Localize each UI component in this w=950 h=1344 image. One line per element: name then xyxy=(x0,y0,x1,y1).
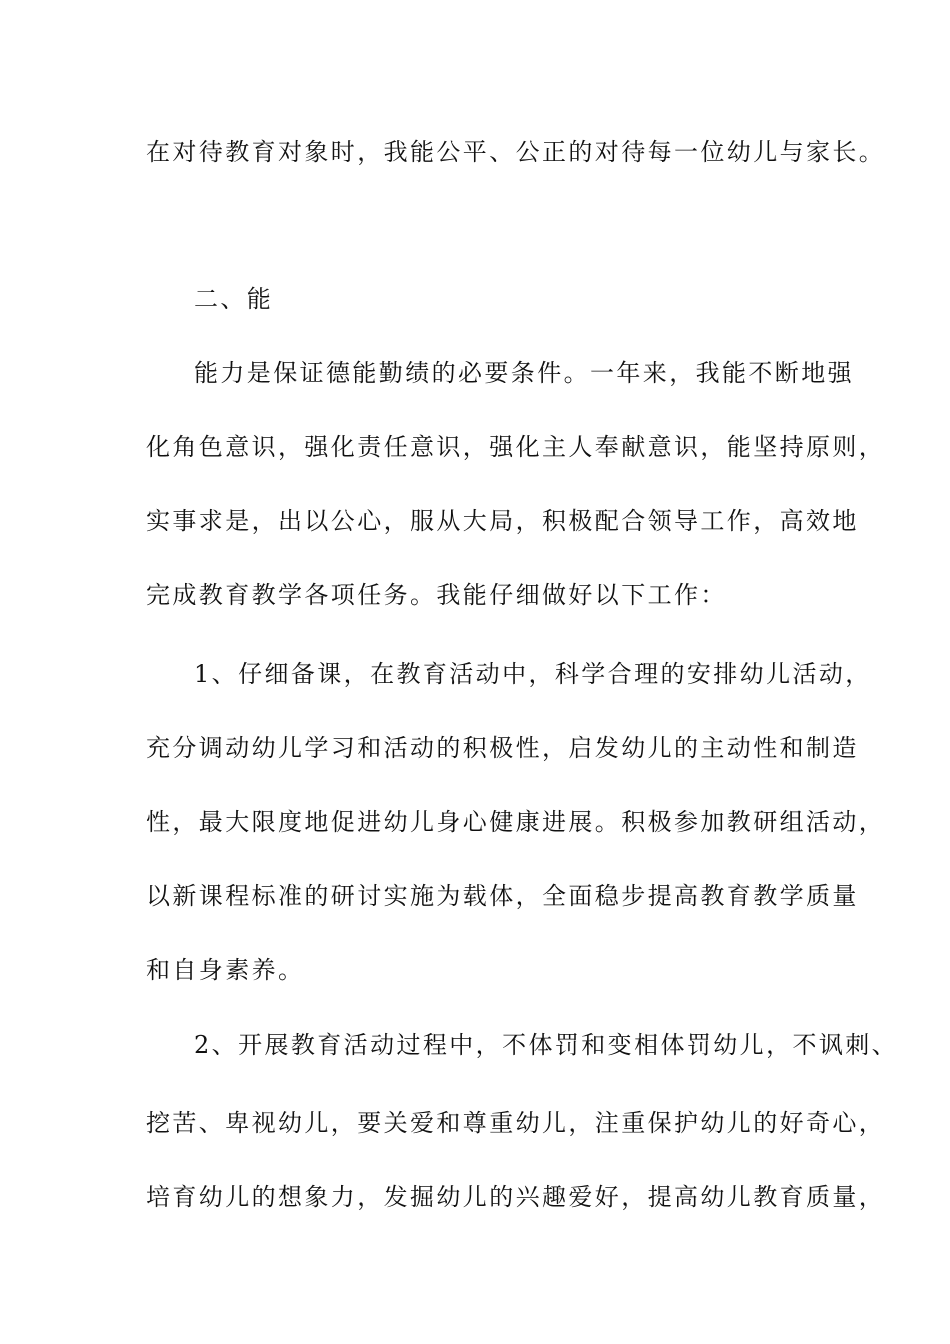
paragraph-line: 化角色意识，强化责任意识，强化主人奉献意识，能坚持原则， xyxy=(146,433,886,461)
paragraph-line: 性，最大限度地促进幼儿身心健康进展。积极参加教研组活动， xyxy=(146,808,886,836)
paragraph-line: 实事求是，出以公心，服从大局，积极配合领导工作，高效地 xyxy=(146,507,859,535)
section-heading: 二、能 xyxy=(194,285,274,313)
paragraph-line: 2、开展教育活动过程中，不体罚和变相体罚幼儿，不讽刺、 xyxy=(194,1031,899,1059)
paragraph-line: 能力是保证德能勤绩的必要条件。一年来，我能不断地强 xyxy=(194,359,854,387)
paragraph-line: 在对待教育对象时，我能公平、公正的对待每一位幼儿与家长。 xyxy=(146,138,886,166)
paragraph-line: 完成教育教学各项任务。我能仔细做好以下工作： xyxy=(146,581,727,609)
paragraph-line: 1、仔细备课，在教育活动中，科学合理的安排幼儿活动， xyxy=(194,660,872,688)
paragraph-line: 培育幼儿的想象力，发掘幼儿的兴趣爱好，提高幼儿教育质量， xyxy=(146,1183,886,1211)
paragraph-line: 和自身素养。 xyxy=(146,956,305,984)
paragraph-line: 挖苦、卑视幼儿，要关爱和尊重幼儿，注重保护幼儿的好奇心， xyxy=(146,1109,886,1137)
paragraph-line: 充分调动幼儿学习和活动的积极性，启发幼儿的主动性和制造 xyxy=(146,734,859,762)
paragraph-line: 以新课程标准的研讨实施为载体，全面稳步提高教育教学质量 xyxy=(146,882,859,910)
